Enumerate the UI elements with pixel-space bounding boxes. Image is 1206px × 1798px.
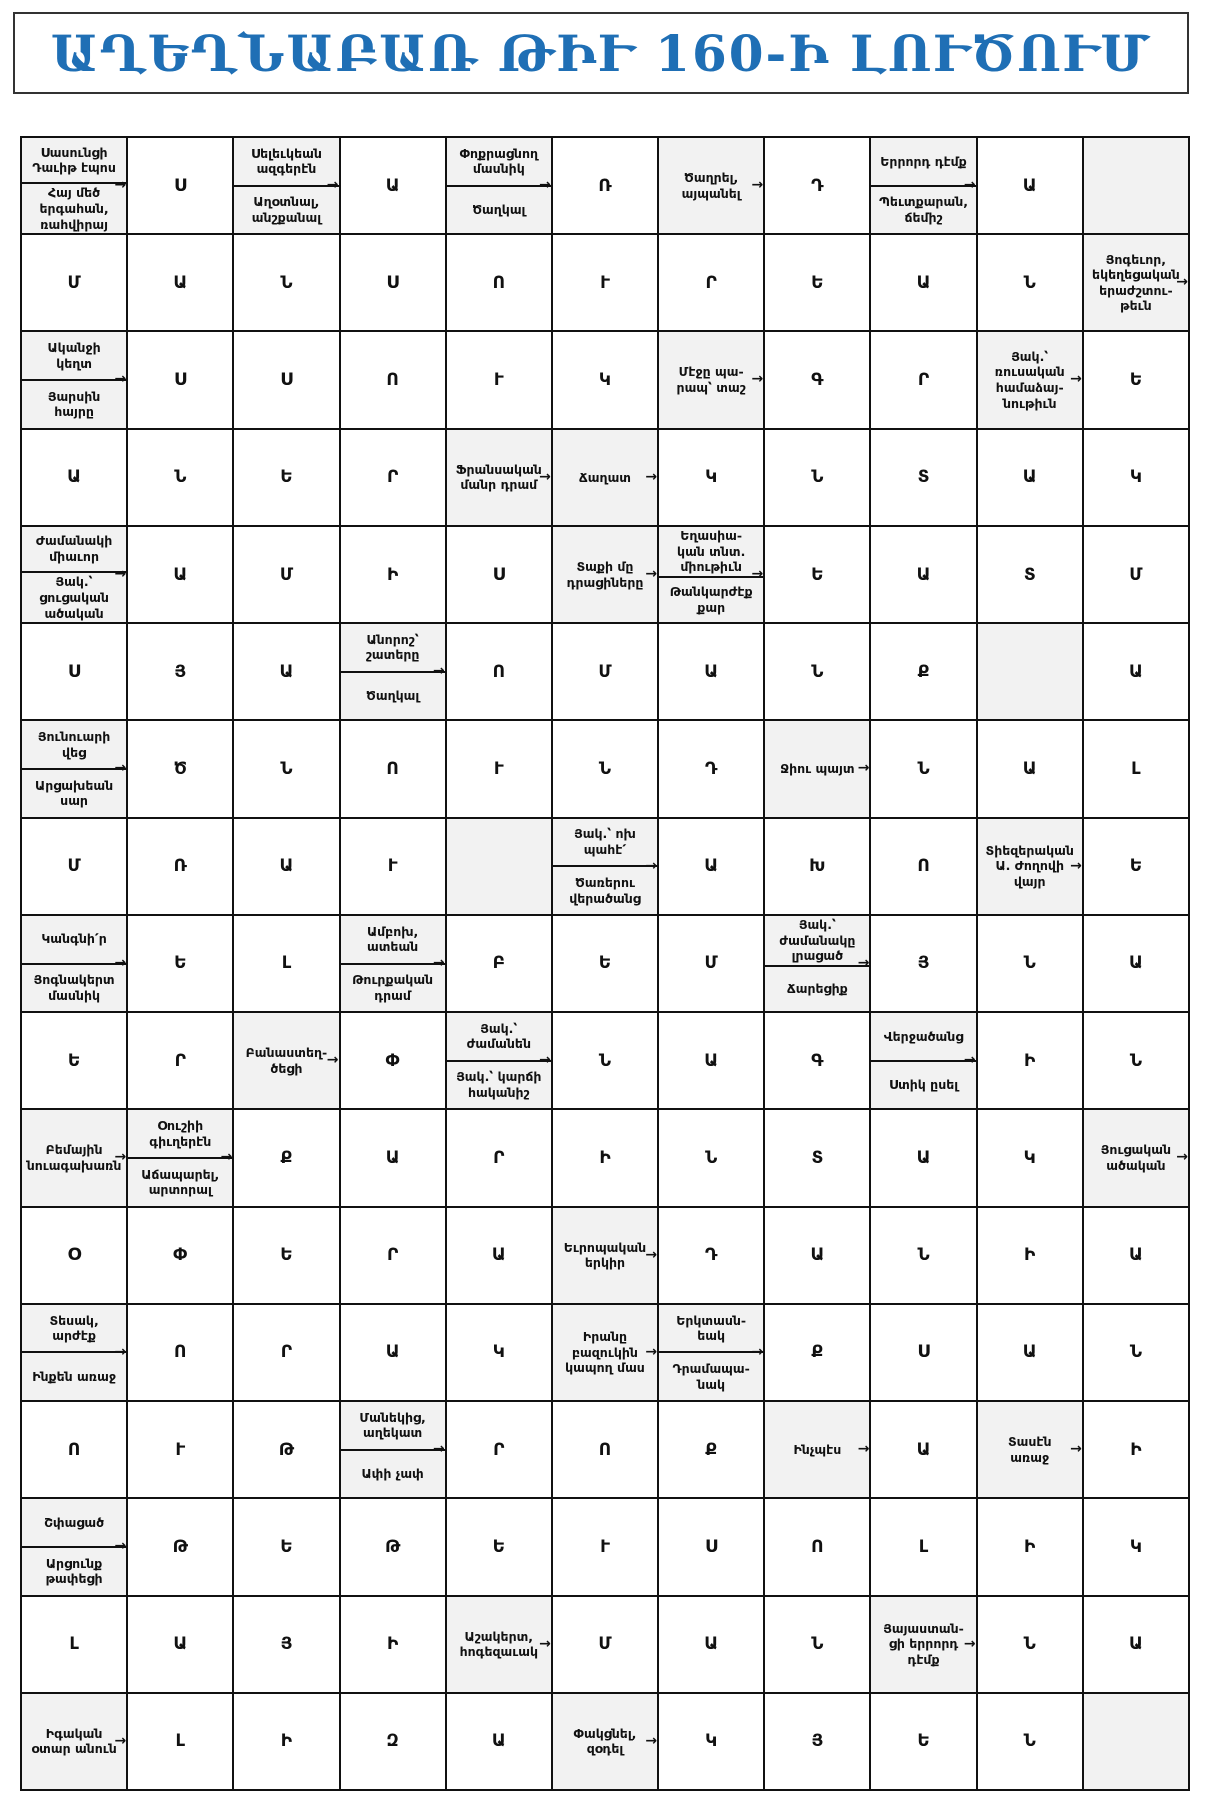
arrow-right-icon: → [432, 954, 445, 971]
answer-letter-cell[interactable]: Զ [341, 1694, 447, 1791]
answer-letter-cell[interactable]: Ի [978, 1499, 1084, 1596]
answer-letter-cell[interactable]: Ւ [341, 819, 447, 916]
answer-letter-cell[interactable]: Տ [765, 1110, 871, 1207]
answer-letter-cell[interactable]: Բ [447, 916, 553, 1013]
clue-text: Յակ.՝ ժամանակը լրացած [779, 916, 856, 964]
clue-text: Իրանը բազուկին կապող մաս [565, 1328, 645, 1376]
answer-letter-cell[interactable]: Ն [553, 1013, 659, 1110]
arrow-right-icon: → [539, 468, 551, 485]
arrow-right-icon: → [645, 1732, 658, 1749]
answer-letter-cell[interactable]: Լ [22, 1597, 128, 1694]
clue-text: Վերջածանց [883, 1028, 964, 1044]
clue-text: Յակ.՝ կարճի հականիշ [447, 1060, 551, 1109]
answer-letter-cell[interactable]: Ր [128, 1013, 234, 1110]
answer-letter-cell[interactable]: Ն [659, 1110, 765, 1207]
clue-text: Փակցնել, զօդել [573, 1725, 637, 1757]
clue-text: Փոքրացնող մասնիկ [459, 145, 539, 177]
clue-text: Յակ.՝ ոխ պահէ՛ [574, 826, 636, 857]
answer-letter-cell[interactable]: Կ [553, 332, 659, 429]
answer-letter-cell[interactable]: Ե [234, 430, 340, 527]
answer-letter-cell[interactable]: Ե [22, 1013, 128, 1110]
answer-letter-cell[interactable]: Ա [659, 819, 765, 916]
answer-letter-cell[interactable]: Ք [659, 1402, 765, 1499]
answer-letter-cell[interactable]: Ր [447, 1110, 553, 1207]
arrow-right-icon: → [963, 176, 976, 193]
clue-text: Յոգնակերտ մասնիկ [22, 963, 126, 1012]
clue-text: Յակ.՝ ժամանեն [466, 1020, 531, 1052]
answer-letter-cell[interactable]: Ո [765, 1499, 871, 1596]
answer-letter-cell[interactable]: Ս [128, 138, 234, 235]
clue-cell [553, 1694, 659, 1791]
arrow-right-icon: → [1070, 371, 1082, 388]
clue-text: Աղօտնալ, անշքանալ [234, 185, 338, 234]
clue-cell [447, 138, 553, 235]
answer-letter-cell[interactable]: Ի [553, 1110, 659, 1207]
clue-cell [978, 332, 1084, 429]
arrow-right-icon: → [751, 1343, 764, 1360]
clue-cell [1084, 1110, 1190, 1207]
arrow-right-icon: → [1176, 1149, 1188, 1166]
clue-text: Տասէն առաջ [1007, 1434, 1052, 1465]
clue-text: Սելեւկեան ազգերէն [251, 145, 322, 177]
answer-letter-cell[interactable]: Ա [871, 235, 977, 332]
clue-text: Մէջը պա- րապ՝ տաշ [676, 364, 746, 396]
clue-text: Օուշիի գիւղերէն [149, 1118, 212, 1149]
clue-cell [22, 1694, 128, 1791]
arrow-right-icon: → [114, 954, 127, 971]
clue-text: Շփացած [44, 1514, 105, 1530]
answer-letter-cell[interactable]: Ա [341, 1305, 447, 1402]
clue-text: Ափի չափ [341, 1449, 445, 1498]
answer-letter-cell[interactable]: Տ [978, 527, 1084, 624]
arrow-right-icon: → [645, 1343, 658, 1360]
clue-cell [871, 1013, 977, 1110]
answer-letter-cell[interactable]: Ա [1084, 916, 1190, 1013]
arrow-right-icon: → [751, 565, 764, 582]
answer-letter-cell[interactable]: Ք [234, 1110, 340, 1207]
clue-text: Ջիու պայտ [780, 761, 855, 777]
clue-text: Յարսին հայրը [22, 379, 126, 428]
arrow-right-icon: → [1070, 1441, 1082, 1458]
answer-letter-cell[interactable]: Ն [234, 721, 340, 818]
answer-letter-cell[interactable]: Ն [978, 916, 1084, 1013]
answer-letter-cell[interactable]: Ռ [128, 819, 234, 916]
clue-cell [765, 916, 871, 1013]
answer-letter-cell[interactable]: Մ [22, 235, 128, 332]
arrow-right-icon: → [539, 1635, 551, 1652]
answer-letter-cell[interactable]: Փ [128, 1208, 234, 1305]
arrow-right-icon: → [751, 176, 764, 193]
clue-cell [553, 819, 659, 916]
answer-letter-cell[interactable]: Ա [341, 138, 447, 235]
clue-cell [447, 1013, 553, 1110]
answer-letter-cell[interactable]: Ա [234, 624, 340, 721]
answer-letter-cell[interactable]: Կ [978, 1110, 1084, 1207]
answer-letter-cell[interactable]: Ե [234, 1499, 340, 1596]
answer-letter-cell[interactable]: Օ [22, 1208, 128, 1305]
clue-text: Ժամանակի միաւոր [35, 533, 113, 565]
arrow-right-icon: → [114, 565, 127, 582]
answer-letter-cell[interactable]: Ա [871, 1110, 977, 1207]
clue-text: Իգական օտար անուն [31, 1725, 117, 1757]
answer-letter-cell[interactable]: Ո [447, 235, 553, 332]
arrow-right-icon: → [963, 1635, 976, 1652]
clue-text: Բեմային նուագախառն [26, 1142, 122, 1173]
clue-text: Ճաղատ [579, 469, 631, 485]
clue-cell [22, 1499, 128, 1596]
clue-text: Արցունք թափեցի [22, 1546, 126, 1595]
answer-letter-cell[interactable]: Ե [1084, 332, 1190, 429]
clue-cell [22, 332, 128, 429]
answer-letter-cell[interactable]: Յ [128, 624, 234, 721]
clue-text: Յոգեւոր, եկեղեցական երաժշտու- թեւն [1092, 251, 1180, 314]
arrow-right-icon: → [645, 857, 658, 874]
answer-letter-cell[interactable]: Ա [978, 1305, 1084, 1402]
answer-letter-cell[interactable]: Ւ [447, 721, 553, 818]
clue-text: Դրամապա- նակ [659, 1351, 763, 1400]
arrow-right-icon: → [114, 760, 127, 777]
answer-letter-cell[interactable]: Ա [22, 430, 128, 527]
answer-letter-cell[interactable]: Ո [128, 1305, 234, 1402]
answer-letter-cell[interactable]: Ա [1084, 624, 1190, 721]
answer-letter-cell[interactable]: Փ [341, 1013, 447, 1110]
clue-cell [871, 138, 977, 235]
answer-letter-cell[interactable]: Մ [553, 1597, 659, 1694]
clue-text: Երկտասն- եակ [676, 1312, 747, 1344]
answer-letter-cell[interactable]: Ա [128, 235, 234, 332]
clue-text: Պեւտքարան, ճեմիշ [871, 185, 975, 234]
clue-cell [659, 138, 765, 235]
answer-letter-cell[interactable]: Ա [871, 1402, 977, 1499]
answer-letter-cell[interactable]: Ս [234, 332, 340, 429]
clue-cell [22, 1110, 128, 1207]
answer-letter-cell[interactable]: Ա [234, 819, 340, 916]
answer-letter-cell[interactable]: Մ [22, 819, 128, 916]
clue-cell [978, 1402, 1084, 1499]
clue-text: Արցախեան սար [22, 768, 126, 817]
answer-letter-cell[interactable]: Յ [234, 1597, 340, 1694]
answer-letter-cell[interactable]: Ն [871, 1208, 977, 1305]
clue-text: Տիեզերական Ա. Ժողովի վայր [985, 842, 1074, 890]
answer-letter-cell[interactable]: Ր [447, 1402, 553, 1499]
arrow-right-icon: → [114, 1538, 127, 1555]
answer-letter-cell[interactable]: Մ [553, 624, 659, 721]
clue-cell [22, 721, 128, 818]
answer-letter-cell[interactable]: Ե [1084, 819, 1190, 916]
clue-cell [22, 1305, 128, 1402]
answer-letter-cell[interactable]: Կ [659, 430, 765, 527]
clue-text: Ականջի կեղտ [47, 340, 101, 371]
arrow-right-icon: → [1176, 274, 1188, 291]
clue-text: Անորոշ՝ շատերը [365, 631, 420, 663]
answer-letter-cell[interactable]: Ի [341, 527, 447, 624]
clue-text: Ամբոխ, ատեան [366, 923, 419, 955]
answer-letter-cell[interactable]: Ս [871, 1305, 977, 1402]
answer-letter-cell[interactable]: Ն [234, 235, 340, 332]
answer-letter-cell[interactable]: Ի [234, 1694, 340, 1791]
arrow-right-icon: → [1070, 857, 1082, 874]
arrow-right-icon: → [114, 1343, 127, 1360]
clue-cell [447, 430, 553, 527]
answer-letter-cell[interactable]: Ն [978, 1694, 1084, 1791]
page-title: ԱՂԵՂՆԱԲԱՌ ԹԻՒ 160-Ի ԼՈՒԾՈՒՄ [13, 12, 1189, 94]
arrow-right-icon: → [857, 1441, 870, 1458]
clue-cell [22, 527, 128, 624]
clue-text: Ծաղրել, այպանել [681, 169, 741, 201]
answer-letter-cell[interactable]: Ա [659, 1597, 765, 1694]
answer-letter-cell[interactable]: Ս [128, 332, 234, 429]
answer-letter-cell[interactable]: Ա [659, 1013, 765, 1110]
clue-text: Երրորդ դէմք [880, 153, 967, 169]
answer-letter-cell[interactable]: Ս [341, 235, 447, 332]
answer-letter-cell[interactable]: Ն [765, 1597, 871, 1694]
clue-text: Մանեկից, աղեկատ [359, 1409, 426, 1441]
answer-letter-cell[interactable]: Խ [765, 819, 871, 916]
clue-cell [341, 624, 447, 721]
answer-letter-cell[interactable]: Թ [341, 1499, 447, 1596]
answer-letter-cell[interactable]: Յ [765, 1694, 871, 1791]
crossword-grid [20, 136, 1190, 1791]
arrow-right-icon: → [645, 468, 658, 485]
answer-letter-cell[interactable]: Ե [765, 527, 871, 624]
answer-letter-cell[interactable]: Ա [978, 430, 1084, 527]
answer-letter-cell[interactable]: Ե [553, 916, 659, 1013]
arrow-right-icon: → [114, 176, 127, 193]
clue-text: Յուցական ածական [1100, 1142, 1171, 1173]
answer-letter-cell[interactable]: Ա [659, 624, 765, 721]
arrow-right-icon: → [751, 371, 764, 388]
answer-letter-cell[interactable]: Գ [765, 1013, 871, 1110]
answer-letter-cell[interactable]: Ո [341, 332, 447, 429]
clue-text: Յակ.՝ ռուսական համաձայ- նութիւն [994, 348, 1065, 411]
answer-letter-cell[interactable]: Ք [871, 624, 977, 721]
arrow-right-icon: → [432, 663, 445, 680]
clue-cell [871, 1597, 977, 1694]
clue-cell [659, 527, 765, 624]
answer-letter-cell[interactable]: Ռ [553, 138, 659, 235]
answer-letter-cell[interactable]: Ք [765, 1305, 871, 1402]
answer-letter-cell[interactable]: Ի [341, 1597, 447, 1694]
answer-letter-cell[interactable]: Ե [765, 235, 871, 332]
clue-cell [553, 430, 659, 527]
arrow-right-icon: → [432, 1441, 445, 1458]
arrow-right-icon: → [645, 565, 658, 582]
answer-letter-cell[interactable]: Դ [765, 138, 871, 235]
clue-text: Ծաղկալ [341, 671, 445, 720]
answer-letter-cell[interactable]: Ա [128, 1597, 234, 1694]
answer-letter-cell[interactable]: Լ [871, 1499, 977, 1596]
answer-letter-cell[interactable]: Ո [871, 819, 977, 916]
arrow-right-icon: → [857, 760, 870, 777]
answer-letter-cell[interactable]: Ս [659, 1499, 765, 1596]
clue-text: Ճարեցիք [765, 965, 869, 1011]
answer-letter-cell[interactable]: Կ [447, 1305, 553, 1402]
clue-cell [234, 138, 340, 235]
clue-text: Յունուարի վեց [37, 729, 111, 760]
answer-letter-cell[interactable]: Ն [553, 721, 659, 818]
answer-letter-cell[interactable]: Ո [447, 624, 553, 721]
clue-text: Աճապարել, արտորալ [128, 1157, 232, 1206]
clue-cell [553, 527, 659, 624]
answer-letter-cell[interactable]: Ա [447, 1694, 553, 1791]
empty-cell [1084, 1694, 1190, 1791]
clue-cell [1084, 235, 1190, 332]
clue-text: Թանկարժէք քար [659, 576, 763, 622]
clue-cell [22, 138, 128, 235]
answer-letter-cell[interactable]: Լ [1084, 721, 1190, 818]
answer-letter-cell[interactable]: Ն [1084, 1305, 1190, 1402]
answer-letter-cell[interactable]: Կ [1084, 430, 1190, 527]
answer-letter-cell[interactable]: Մ [659, 916, 765, 1013]
answer-letter-cell[interactable]: Կ [659, 1694, 765, 1791]
answer-letter-cell[interactable]: Ա [871, 527, 977, 624]
answer-letter-cell[interactable]: Ն [978, 235, 1084, 332]
answer-letter-cell[interactable]: Դ [659, 721, 765, 818]
clue-text: Եղասիա- կան տնտ. միութիւն [677, 527, 746, 575]
arrow-right-icon: → [539, 1052, 551, 1069]
clue-cell [128, 1110, 234, 1207]
answer-letter-cell[interactable]: Ի [978, 1013, 1084, 1110]
answer-letter-cell[interactable]: Ն [978, 1597, 1084, 1694]
clue-text: Ստիկ ըսել [871, 1060, 975, 1109]
answer-letter-cell[interactable]: Ի [978, 1208, 1084, 1305]
answer-letter-cell[interactable]: Ւ [553, 235, 659, 332]
answer-letter-cell[interactable]: Ր [341, 430, 447, 527]
arrow-right-icon: → [220, 1149, 233, 1166]
arrow-right-icon: → [114, 1149, 127, 1166]
answer-letter-cell[interactable]: Ա [978, 138, 1084, 235]
answer-letter-cell[interactable]: Թ [128, 1499, 234, 1596]
answer-letter-cell[interactable]: Ն [765, 430, 871, 527]
clue-text: Ֆրանսական մանր դրամ [455, 461, 542, 493]
answer-letter-cell[interactable]: Ա [765, 1208, 871, 1305]
clue-text: Տեսակ, արժէք [49, 1312, 99, 1344]
answer-letter-cell[interactable]: Ո [553, 1402, 659, 1499]
answer-letter-cell[interactable]: Տ [871, 430, 977, 527]
arrow-right-icon: → [326, 176, 339, 193]
clue-cell [341, 1402, 447, 1499]
answer-letter-cell[interactable]: Ն [128, 430, 234, 527]
clue-text: Յայաստան- ցի երրորդ դէմք [883, 1620, 964, 1667]
answer-letter-cell[interactable]: Ա [1084, 1597, 1190, 1694]
clue-cell [659, 1305, 765, 1402]
clue-cell [234, 1013, 340, 1110]
arrow-right-icon: → [539, 176, 551, 193]
answer-letter-cell[interactable]: Կ [1084, 1499, 1190, 1596]
answer-letter-cell[interactable]: Ե [871, 1694, 977, 1791]
empty-cell [1084, 138, 1190, 235]
answer-letter-cell[interactable]: Ե [234, 1208, 340, 1305]
answer-letter-cell[interactable]: Մ [234, 527, 340, 624]
clue-text: Տաքի մը դրացիները [566, 558, 644, 590]
arrow-right-icon: → [857, 954, 870, 971]
clue-text: Ինչպէս [793, 1441, 842, 1457]
answer-letter-cell[interactable]: Ր [341, 1208, 447, 1305]
clue-text: Կանգնի՛ր [41, 931, 107, 947]
answer-letter-cell[interactable]: Գ [765, 332, 871, 429]
answer-letter-cell[interactable]: Ա [341, 1110, 447, 1207]
arrow-right-icon: → [114, 371, 127, 388]
arrow-right-icon: → [114, 1732, 127, 1749]
answer-letter-cell[interactable]: Մ [1084, 527, 1190, 624]
clue-text: Ծաղկալ [447, 185, 551, 234]
clue-text: Բանաստեղ- ծեցի [245, 1045, 328, 1076]
answer-letter-cell[interactable]: Դ [659, 1208, 765, 1305]
clue-text: Հայ մեծ երգահան, ռահվիրայ [22, 182, 126, 233]
empty-cell [447, 819, 553, 916]
answer-letter-cell[interactable]: Ա [1084, 1208, 1190, 1305]
clue-text: Եւրոպական երկիր [563, 1239, 647, 1271]
answer-letter-cell[interactable]: Ո [341, 721, 447, 818]
clue-text: Ինքեն առաջ [22, 1351, 126, 1400]
answer-letter-cell[interactable]: Թ [234, 1402, 340, 1499]
answer-letter-cell[interactable]: Յ [871, 916, 977, 1013]
clue-cell [765, 1402, 871, 1499]
answer-letter-cell[interactable]: Ի [1084, 1402, 1190, 1499]
clue-cell [978, 819, 1084, 916]
answer-letter-cell[interactable]: Ո [22, 1402, 128, 1499]
answer-letter-cell[interactable]: Ւ [447, 332, 553, 429]
answer-letter-cell[interactable]: Ա [128, 527, 234, 624]
answer-letter-cell[interactable]: Ս [22, 624, 128, 721]
arrow-right-icon: → [963, 1052, 976, 1069]
answer-letter-cell[interactable]: Ր [659, 235, 765, 332]
clue-cell [659, 332, 765, 429]
empty-cell [978, 624, 1084, 721]
answer-letter-cell[interactable]: Լ [234, 916, 340, 1013]
answer-letter-cell[interactable]: Ծ [128, 721, 234, 818]
arrow-right-icon: → [645, 1246, 658, 1263]
answer-letter-cell[interactable]: Ն [1084, 1013, 1190, 1110]
clue-cell [765, 721, 871, 818]
clue-cell [22, 916, 128, 1013]
arrow-right-icon: → [326, 1052, 339, 1069]
answer-letter-cell[interactable]: Ր [871, 332, 977, 429]
answer-letter-cell[interactable]: Ր [234, 1305, 340, 1402]
answer-letter-cell[interactable]: Ւ [128, 1402, 234, 1499]
clue-text: Աշակերտ, հոգեզաւակ [459, 1628, 539, 1660]
clue-cell [553, 1208, 659, 1305]
clue-text: Ծառերու վերածանց [553, 865, 657, 914]
clue-cell [553, 1305, 659, 1402]
answer-letter-cell[interactable]: Ւ [553, 1499, 659, 1596]
answer-letter-cell[interactable]: Ե [447, 1499, 553, 1596]
clue-text: Սասունցի Դաւիթ էպոս [32, 144, 116, 176]
clue-text: Յակ.՝ ցուցական ածական [22, 571, 126, 622]
answer-letter-cell[interactable]: Ն [871, 721, 977, 818]
clue-text: Թուրքական դրամ [341, 963, 445, 1012]
answer-letter-cell[interactable]: Ա [447, 1208, 553, 1305]
clue-cell [341, 916, 447, 1013]
answer-letter-cell[interactable]: Լ [128, 1694, 234, 1791]
clue-cell [447, 1597, 553, 1694]
answer-letter-cell[interactable]: Ն [765, 624, 871, 721]
answer-letter-cell[interactable]: Ե [128, 916, 234, 1013]
answer-letter-cell[interactable]: Ս [447, 527, 553, 624]
answer-letter-cell[interactable]: Ա [978, 721, 1084, 818]
